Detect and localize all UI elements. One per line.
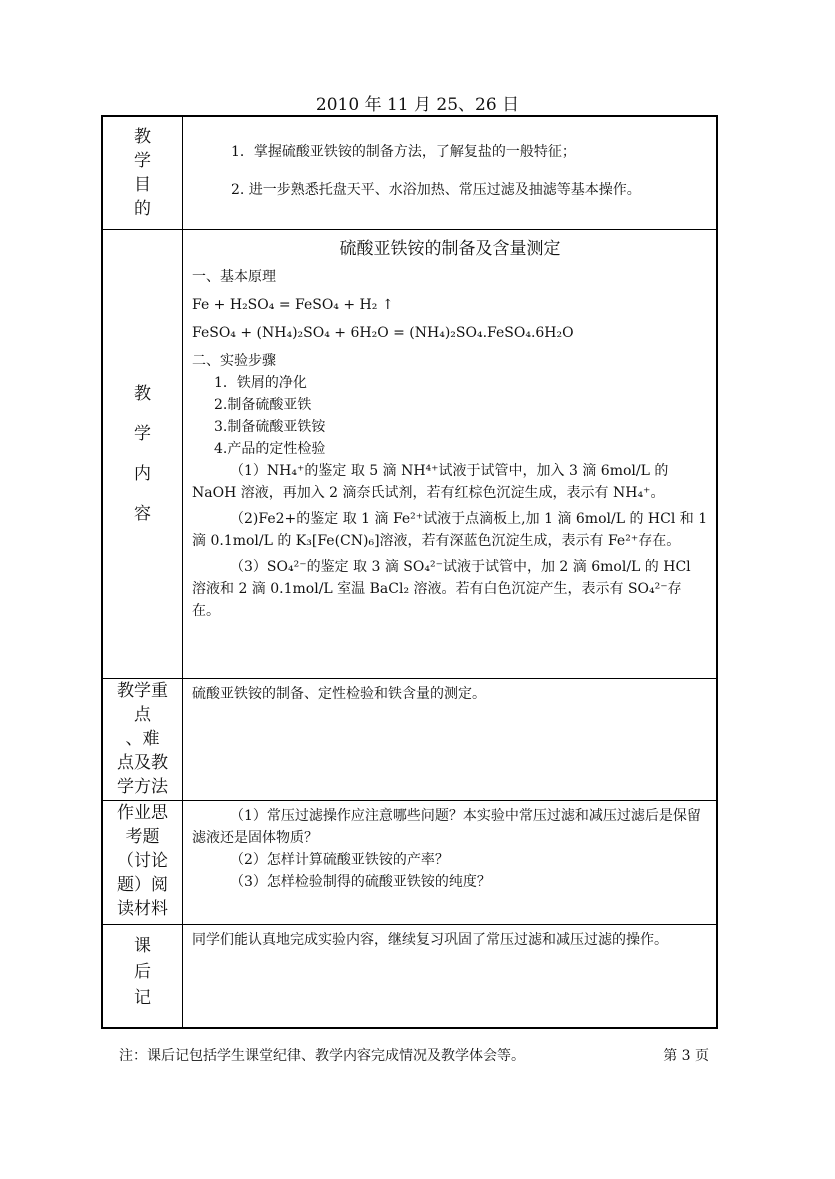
label-char: 教 — [134, 383, 151, 404]
homework-question: （2）怎样计算硫酸亚铁铵的产率？ — [230, 851, 449, 868]
section-heading: 一、基本原理 — [192, 268, 276, 285]
keypoints-text: 硫酸亚铁铵的制备、定性检验和铁含量的测定。 — [192, 685, 486, 702]
step-item: 4.产品的定性检验 — [214, 440, 326, 457]
afterclass-text: 同学们能认真地完成实验内容，继续复习巩固了常压过滤和减压过滤的操作。 — [192, 931, 668, 948]
label-line: 作业思 — [117, 802, 168, 823]
label-line: 、难 — [125, 728, 160, 749]
label-char: 课 — [134, 935, 151, 956]
keypoints-label — [102, 678, 183, 800]
keypoints-row — [102, 678, 717, 800]
label-char: 内 — [134, 463, 151, 484]
keypoints-content — [183, 678, 718, 800]
test-paragraph: （2)Fe2+的鉴定 取 1 滴 Fe²⁺试液于点滴板上,加 1 滴 6mol/L 的 HCl 和 1 滴 0.1mol/L 的 K₃[Fe(CN)₆]溶液，若有深蓝色沉淀生成，表示有 Fe²⁺存在。 — [192, 510, 708, 549]
content-body — [183, 229, 718, 678]
homework-label — [102, 800, 183, 924]
label-line: 点 — [134, 704, 151, 725]
test-paragraph: （3）SO₄²⁻的鉴定 取 3 滴 SO₄²⁻试液于试管中，加 2 滴 6mol/L 的 HCl 溶液和 2 滴 0.1mol/L 室温 BaCl₂ 溶液。若有白色沉淀产生，表示有 SO₄²⁻存在。 — [192, 558, 691, 619]
label-char: 学 — [134, 151, 151, 171]
afterclass-row — [102, 924, 717, 1028]
homework-content — [183, 800, 718, 924]
label-char: 目 — [134, 175, 151, 195]
afterclass-content — [183, 924, 718, 1028]
content-title: 硫酸亚铁铵的制备及含量测定 — [339, 238, 561, 259]
afterclass-label — [102, 924, 183, 1028]
content-label — [102, 229, 183, 678]
label-line: 教学重 — [117, 680, 168, 701]
homework-question: （3）怎样检验制得的硫酸亚铁铵的纯度？ — [230, 873, 491, 890]
step-item: 2.制备硫酸亚铁 — [214, 396, 312, 413]
homework-row — [102, 800, 717, 924]
label-line: 学方法 — [117, 776, 168, 797]
objective-item: 2. 进一步熟悉托盘天平、水浴加热、常压过滤及抽滤等基本操作。 — [231, 182, 641, 198]
step-item: 1．铁屑的净化 — [214, 374, 307, 391]
homework-question: （1）常压过滤操作应注意哪些问题？本实验中常压过滤和减压过滤后是保留滤液还是固体物质？ — [192, 807, 701, 846]
objective-item: 1．掌握硫酸亚铁铵的制备方法，了解复盐的一般特征； — [231, 144, 576, 160]
label-char: 学 — [134, 423, 151, 444]
label-line: 读材料 — [117, 898, 168, 919]
label-line: （讨论 — [117, 850, 168, 871]
label-char: 容 — [134, 503, 151, 524]
equation: FeSO₄ + (NH₄)₂SO₄ + 6H₂O = (NH₄)₂SO₄.FeSO₄.6H₂O — [192, 324, 574, 341]
label-char: 记 — [134, 987, 151, 1008]
content-row — [102, 229, 717, 678]
label-line: 题）阅 — [117, 874, 168, 895]
footer-note: 注：课后记包括学生课堂纪律、教学内容完成情况及教学体会等。 — [119, 1048, 525, 1064]
label-line: 考题 — [125, 826, 160, 847]
label-line: 点及教 — [117, 752, 168, 773]
label-char: 的 — [134, 199, 151, 219]
label-char: 教 — [134, 127, 151, 147]
lesson-plan-table — [101, 115, 718, 1029]
objective-row — [102, 116, 717, 229]
page-footer — [119, 1045, 719, 1065]
page-number: 第 3 页 — [663, 1048, 709, 1064]
objective-label — [102, 116, 183, 229]
section-heading: 二、实验步骤 — [192, 352, 276, 369]
step-item: 3.制备硫酸亚铁铵 — [214, 418, 326, 435]
objective-content — [183, 116, 718, 229]
label-char: 后 — [134, 961, 151, 982]
equation: Fe + H₂SO₄ = FeSO₄ + H₂ ↑ — [192, 296, 394, 313]
test-paragraph: （1）NH₄⁺的鉴定 取 5 滴 NH⁴⁺试液于试管中，加入 3 滴 6mol/L 的 NaOH 溶液，再加入 2 滴奈氏试剂，若有红棕色沉淀生成，表示有 NH₄⁺。 — [192, 462, 669, 501]
date-line: 2010 年 11 月 25、26 日 — [315, 95, 520, 115]
